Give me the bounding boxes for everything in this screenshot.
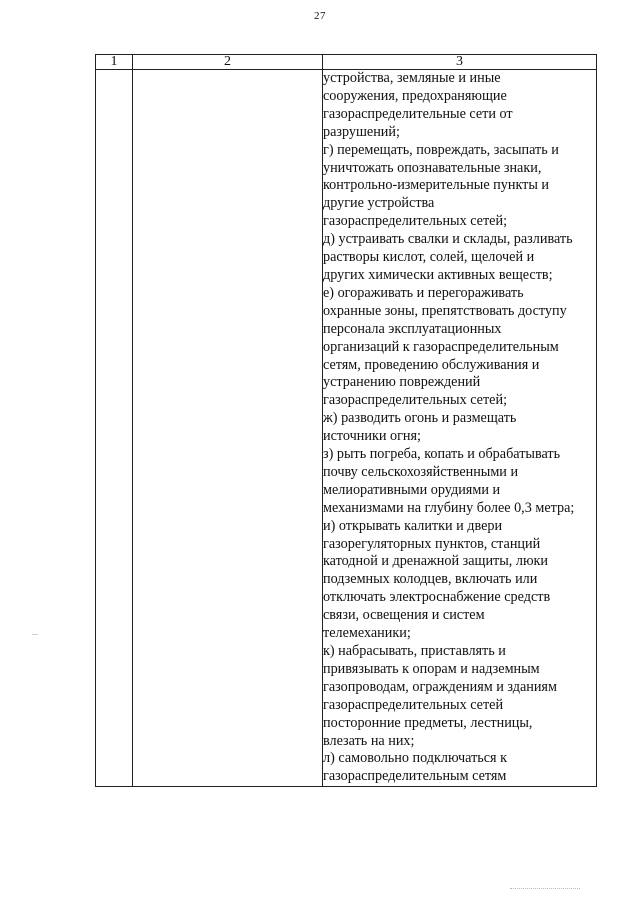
text-line: отключать электроснабжение средств [323,589,551,606]
text-line: устройства, земляные и иные [323,70,501,86]
text-line: растворы кислот, солей, щелочей и [323,249,535,266]
cell-column-2 [133,70,323,787]
text-line: к) набрасывать, приставлять и [323,643,506,659]
text-line: влезать на них; [323,732,415,749]
text-line: почву сельскохозяйственными и [323,463,519,480]
text-line: другие устройства [323,195,435,212]
text-line: ж) разводить огонь и размещать [323,410,517,427]
text-line: г) перемещать, повреждать, засыпать и [323,141,559,158]
text-line: других химически активных веществ; [323,266,553,283]
text-line: контрольно-измерительные пункты и [323,177,550,194]
text-line: катодной и дренажной защиты, люки [323,553,549,570]
cell-column-3-text [323,70,597,787]
text-line: газорегуляторных пунктов, станций [323,535,541,552]
table-row [96,70,597,787]
column-header-3: 3 [323,55,597,70]
cell-column-1 [96,70,133,787]
text-line: связи, освещения и систем [323,607,485,624]
text-line: и) открывать калитки и двери [323,517,503,534]
text-line: устранению повреждений [323,374,481,391]
text-line: разрушений; [323,123,400,140]
text-line: е) огораживать и перегораживать [323,284,524,301]
text-line: газораспределительные сети от [323,105,513,122]
text-line: сетям, проведению обслуживания и [323,356,540,373]
text-line: охранные зоны, препятствовать доступу [323,302,567,319]
document-table [95,54,597,787]
text-line: механизмами на глубину более 0,3 метра; [323,499,575,516]
text-line: газораспределительных сетей; [323,213,508,230]
scan-bottom-marks [510,888,580,891]
text-line: з) рыть погреба, копать и обрабатывать [323,446,561,463]
text-line: организаций к газораспределительным [323,338,559,355]
text-line: газопроводам, ограждениям и зданиям [323,678,557,695]
text-line: мелиоративными орудиями и [323,481,501,498]
scan-edge-mark [32,634,38,635]
text-line: л) самовольно подключаться к [323,750,508,767]
column-header-1: 1 [96,55,133,70]
text-line: д) устраивать свалки и склады, разливать [323,231,573,248]
text-line: подземных колодцев, включать или [323,571,538,588]
text-line: газораспределительных сетей; [323,392,508,409]
text-line: газораспределительных сетей [323,696,504,713]
text-line: уничтожать опознавательные знаки, [323,159,542,176]
text-line: газораспределительным сетям [323,768,507,785]
text-line: привязывать к опорам и надземным [323,660,540,677]
column-header-2: 2 [133,55,323,70]
text-line: источники огня; [323,428,421,445]
text-line: посторонние предметы, лестницы, [323,714,533,731]
text-line: персонала эксплуатационных [323,320,502,337]
text-line: сооружения, предохраняющие [323,87,507,104]
table-header-row [96,55,597,70]
text-line: телемеханики; [323,625,411,642]
page-number: 27 [314,10,326,22]
